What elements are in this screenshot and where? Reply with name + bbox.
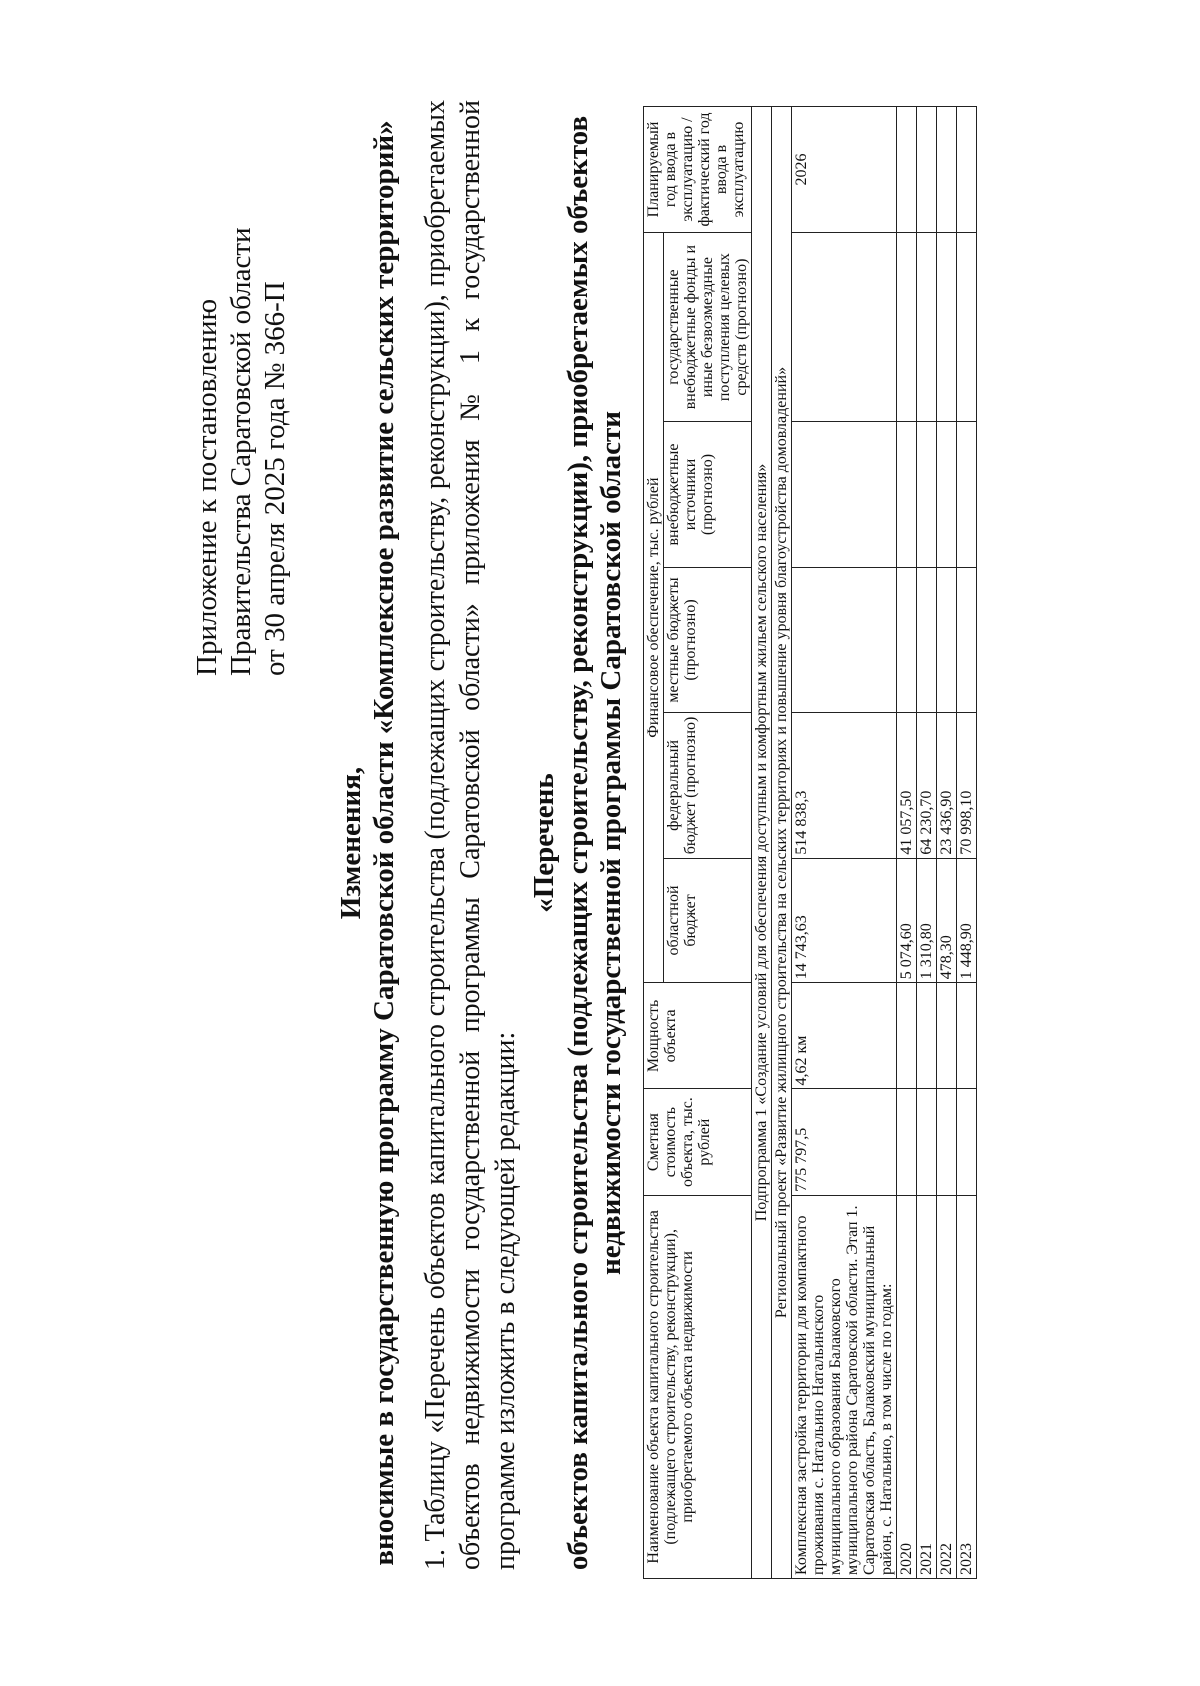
header-federal: федеральный бюджет (прогнозно)	[664, 713, 752, 858]
cell-federal: 70 998,10	[957, 713, 977, 858]
cell-federal: 41 057,50	[897, 713, 917, 858]
subprogram-row	[752, 107, 772, 1579]
cell-regional: 1 310,80	[917, 858, 937, 983]
table-row	[897, 107, 917, 1579]
header-line-3: от 30 апреля 2025 года № 366-П	[259, 281, 291, 676]
cell-cost	[937, 1089, 957, 1195]
header-offbudget: внебюджетные источники (прогнозно)	[664, 422, 752, 567]
table-row	[917, 107, 937, 1579]
header-capacity: Мощность объекта	[644, 983, 752, 1089]
cell-name: 2023	[957, 1195, 977, 1578]
cell-regional: 5 074,60	[897, 858, 917, 983]
cell-regional: 14 743,63	[792, 858, 897, 983]
cell-year	[957, 107, 977, 233]
cell-year	[937, 107, 957, 233]
header-year: Планируемый год ввода в эксплуатацию / фактический год ввода в эксплуатацию	[644, 107, 752, 233]
cell-federal: 23 436,90	[937, 713, 957, 858]
header-name: Наименование объекта капитального строительства (подлежащего строительству, реконструкции), приобретаемого объекта недвижимости	[644, 1195, 752, 1578]
header-funds: государственные внебюджетные фонды и иные безвозмездные поступления целевых средств (прогнозно)	[664, 232, 752, 421]
cell-cost: 775 797,5	[792, 1089, 897, 1195]
cell-federal: 64 230,70	[917, 713, 937, 858]
cell-local	[792, 567, 897, 712]
list-title: «Перечень	[528, 773, 560, 913]
cell-capacity	[937, 983, 957, 1089]
cell-name: 2020	[897, 1195, 917, 1578]
cell-year	[897, 107, 917, 233]
subprogram-title: Подпрограмма 1 «Создание условий для обеспечения доступным и комфортным жильем сельского населения»	[752, 107, 772, 1579]
cell-offbudget	[957, 422, 977, 567]
cell-regional: 478,30	[937, 858, 957, 983]
cell-name: 2021	[917, 1195, 937, 1578]
header-local: местные бюджеты (прогнозно)	[664, 567, 752, 712]
header-line-1: Приложение к постановлению	[191, 298, 223, 676]
cell-regional: 1 448,90	[957, 858, 977, 983]
cell-local	[937, 567, 957, 712]
doc-subtitle: вносимые в государственную программу Саратовской области «Комплексное развитие сельских территорий»	[368, 120, 400, 1566]
cell-cost	[917, 1089, 937, 1195]
table-row	[937, 107, 957, 1579]
cell-federal: 514 838,3	[792, 713, 897, 858]
project-title: Региональный проект «Развитие жилищного строительства на сельских территориях и повышение уровня благоустройства домовладений»	[772, 107, 792, 1579]
cell-local	[897, 567, 917, 712]
header-line-2: Правительства Саратовской области	[225, 227, 257, 676]
cell-funds	[957, 232, 977, 421]
objects-table	[643, 106, 977, 1579]
header-financing: Финансовое обеспечение, тыс. рублей	[644, 232, 664, 982]
cell-local	[917, 567, 937, 712]
cell-capacity: 4,62 км	[792, 983, 897, 1089]
cell-local	[957, 567, 977, 712]
cell-capacity	[917, 983, 937, 1089]
amendment-paragraph: 1. Таблицу «Перечень объектов капитального строительства (подлежащих строительству, реконструкции), приобретаемых объектов недвижимости государственной программы Саратовской области» приложения № 1 к государственной программе изложить в следующей редакции:	[420, 100, 521, 1570]
project-row	[772, 107, 792, 1579]
cell-funds	[917, 232, 937, 421]
cell-cost	[897, 1089, 917, 1195]
table-row	[957, 107, 977, 1579]
cell-offbudget	[897, 422, 917, 567]
cell-offbudget	[937, 422, 957, 567]
cell-offbudget	[792, 422, 897, 567]
list-title-line-2: объектов капитального строительства (подлежащих строительству, реконструкции), приобретаемых объектов	[562, 115, 594, 1571]
doc-title: Изменения,	[335, 766, 367, 920]
header-row-1	[644, 107, 664, 1579]
cell-capacity	[957, 983, 977, 1089]
table-row	[792, 107, 897, 1579]
cell-name: 2022	[937, 1195, 957, 1578]
approval-header	[190, 76, 292, 676]
cell-offbudget	[917, 422, 937, 567]
cell-funds	[937, 232, 957, 421]
cell-funds	[897, 232, 917, 421]
header-cost: Сметная стоимость объекта, тыс. рублей	[644, 1089, 752, 1195]
cell-capacity	[897, 983, 917, 1089]
cell-name: Комплексная застройка территории для компактного проживания с. Натальино Натальинского муниципального образования Балаковского муниципального района Саратовской области. Этап 1. Саратовская область, Балаковский муниципальный район, с. Натальино, в том числе по годам:	[792, 1195, 897, 1578]
cell-cost	[957, 1089, 977, 1195]
cell-year	[917, 107, 937, 233]
header-regional: областной бюджет	[664, 858, 752, 983]
cell-year: 2026	[792, 107, 897, 233]
cell-funds	[792, 232, 897, 421]
list-title-line-3: недвижимости государственной программы Саратовской области	[595, 411, 627, 1275]
